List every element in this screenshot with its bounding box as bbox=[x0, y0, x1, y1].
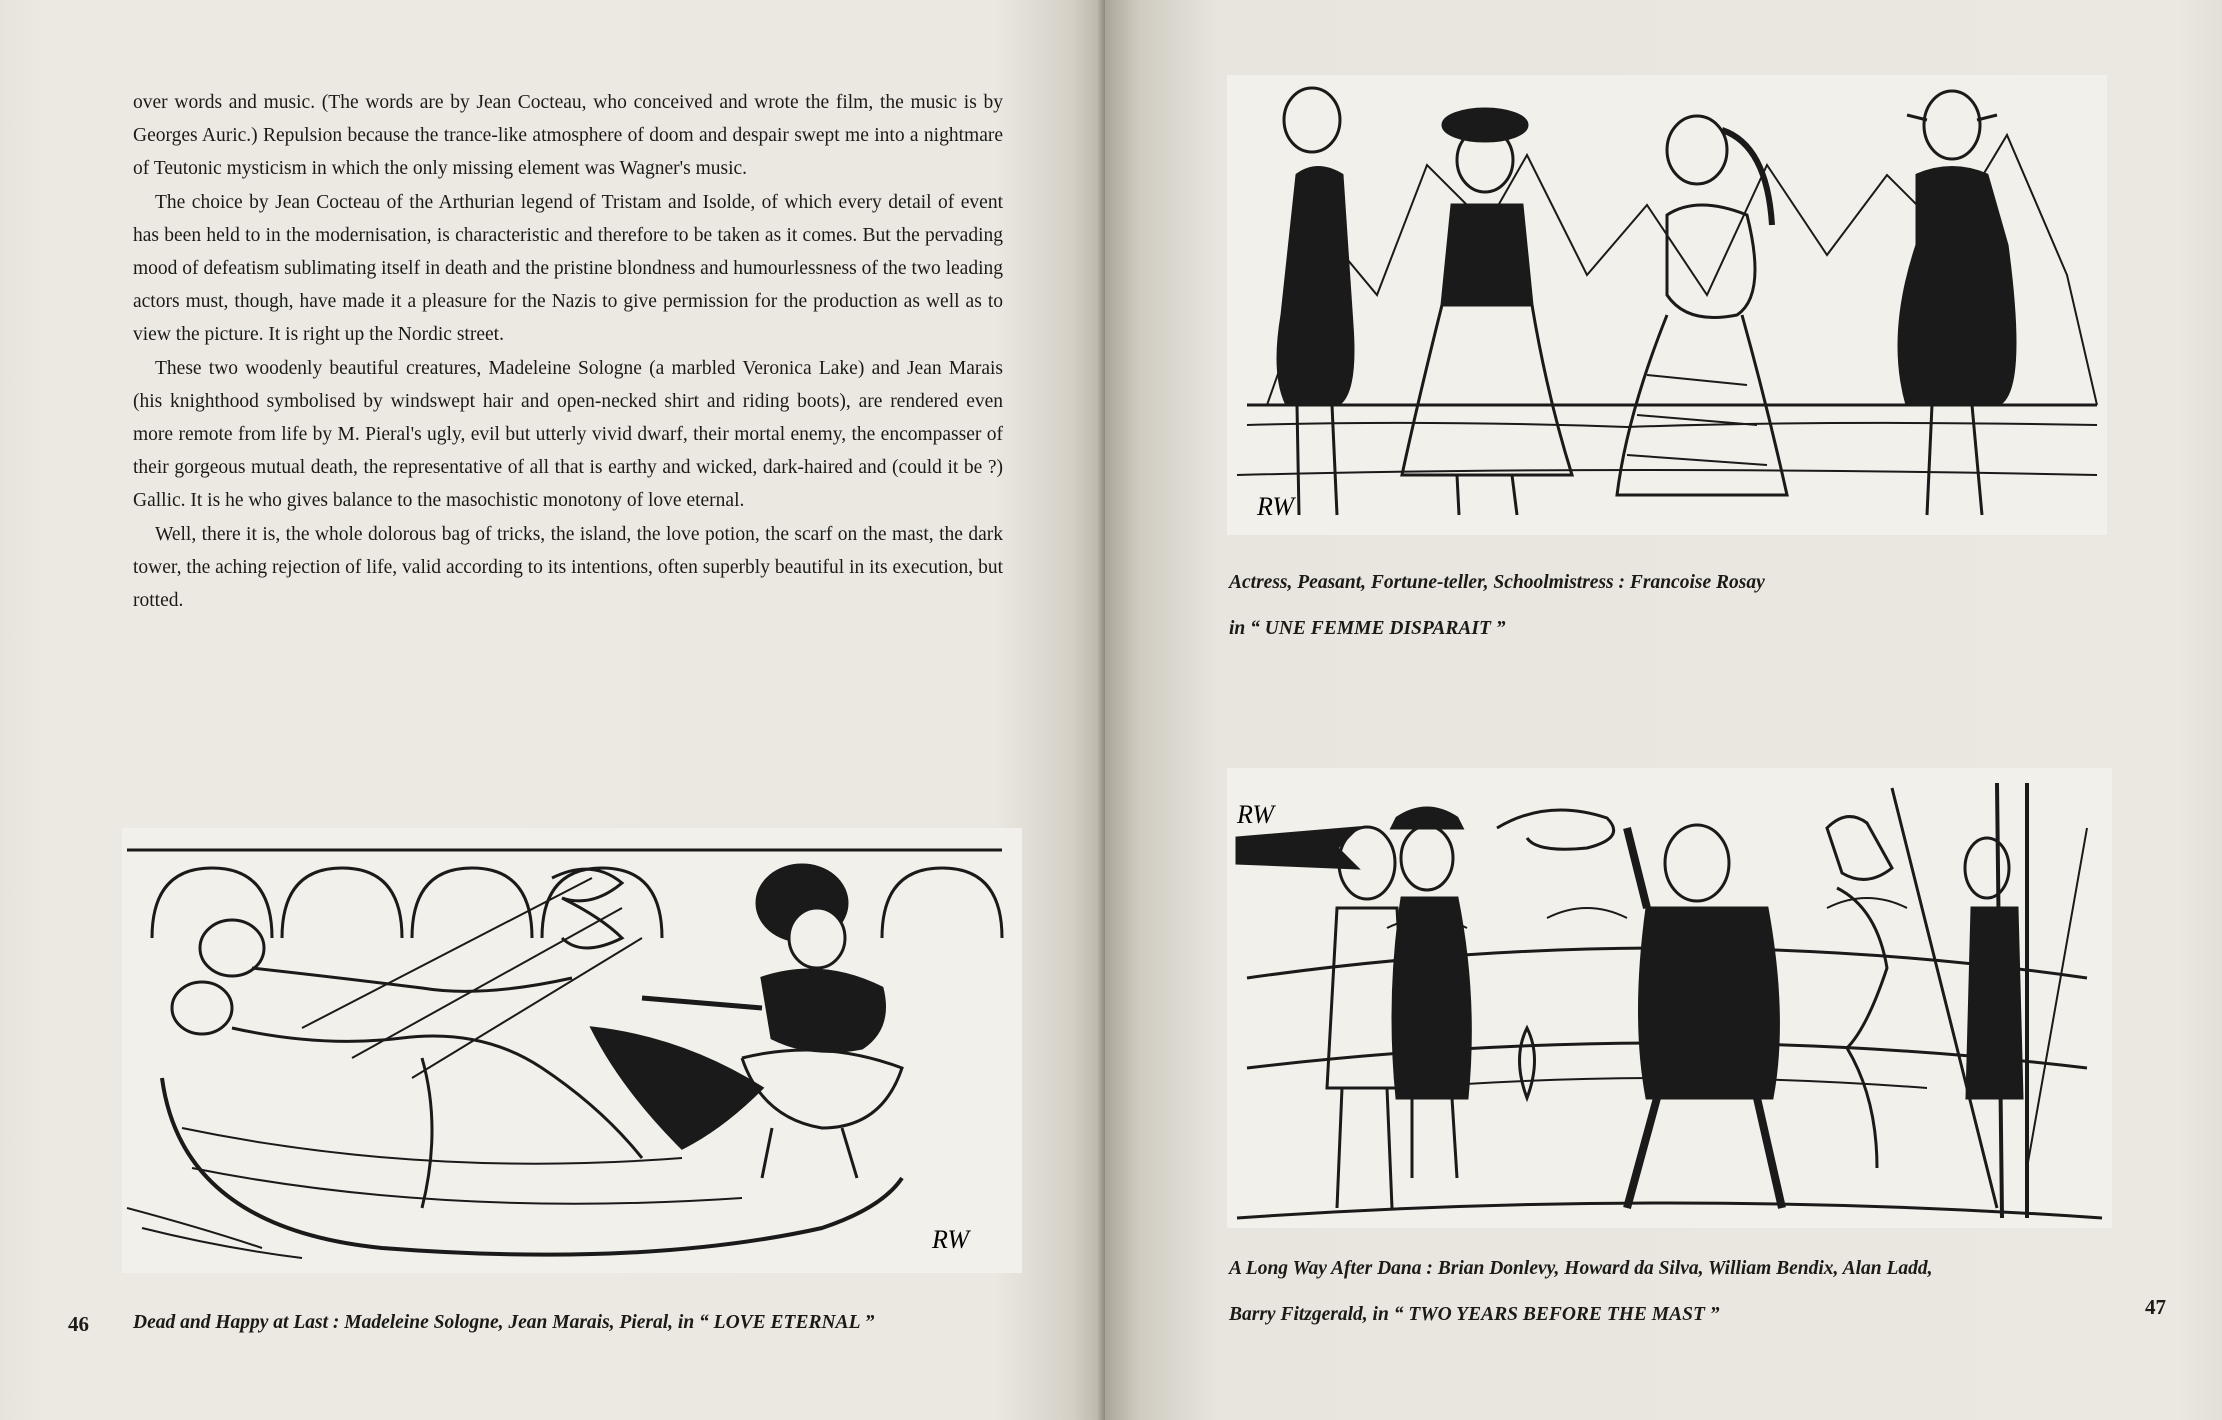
page-number: 46 bbox=[68, 1312, 89, 1336]
paragraph: These two woodenly beautiful creatures, Madeleine Sologne (a marbled Veronica Lake) and Jean Marais (his knighthood symbolised by windswept hair and open-necked shirt and riding boots), are rendered even more remote from life by M. Pieral's ugly, evil but utterly vivid dwarf, their mortal enemy, the encompasser of their gorgeous mutual death, the representative of all that is earthy and wicked, dark-haired and (could it be ?) Gallic. It is he who gives balance to the masochistic monotony of love eternal. bbox=[133, 358, 1003, 511]
artist-signature: RW bbox=[932, 1225, 970, 1254]
ink-drawing bbox=[1227, 75, 2107, 535]
body-text bbox=[133, 86, 1003, 618]
caption-two-years-before-the-mast-line2: Barry Fitzgerald, in “ TWO YEARS BEFORE THE MAST ” bbox=[1229, 1304, 1720, 1325]
artist-signature: RW bbox=[1257, 492, 1295, 521]
caption-une-femme-disparait-line2: in “ UNE FEMME DISPARAIT ” bbox=[1229, 618, 1506, 639]
caption-love-eternal: Dead and Happy at Last : Madeleine Sologne, Jean Marais, Pieral, in “ LOVE ETERNAL ” bbox=[133, 1312, 875, 1333]
illustration-two-years-before-the-mast bbox=[1227, 768, 2112, 1228]
illustration-love-eternal bbox=[122, 828, 1022, 1273]
illustration-une-femme-disparait bbox=[1227, 75, 2107, 535]
caption-two-years-before-the-mast-line1: A Long Way After Dana : Brian Donlevy, Howard da Silva, William Bendix, Alan Ladd, bbox=[1229, 1258, 1933, 1279]
artist-signature: RW bbox=[1237, 800, 1275, 829]
paragraph: Well, there it is, the whole dolorous bag of tricks, the island, the love potion, the scarf on the mast, the dark tower, the aching rejection of life, valid according to its intentions, often superbly beautiful in its execution, but rotted. bbox=[133, 524, 1003, 611]
ink-drawing bbox=[122, 828, 1022, 1273]
right-page bbox=[1105, 0, 2222, 1420]
ink-drawing bbox=[1227, 768, 2112, 1228]
paragraph: over words and music. (The words are by Jean Cocteau, who conceived and wrote the film, the music is by Georges Auric.) Repulsion because the trance-like atmosphere of doom and despair swept me into a nightmare of Teutonic mysticism in which the only missing element was Wagner's music. bbox=[133, 92, 1003, 179]
page-number: 47 bbox=[2145, 1295, 2166, 1319]
left-page bbox=[0, 0, 1105, 1420]
caption-une-femme-disparait-line1: Actress, Peasant, Fortune-teller, Schoolmistress : Francoise Rosay bbox=[1229, 572, 1765, 593]
paragraph: The choice by Jean Cocteau of the Arthurian legend of Tristam and Isolde, of which every detail of event has been held to in the modernisation, is characteristic and therefore to be taken as it comes. But the pervading mood of defeatism sublimating itself in death and the pristine blondness and humourlessness of the two leading actors must, though, have made it a pleasure for the Nazis to give permission for the production as well as to view the picture. It is right up the Nordic street. bbox=[133, 192, 1003, 345]
